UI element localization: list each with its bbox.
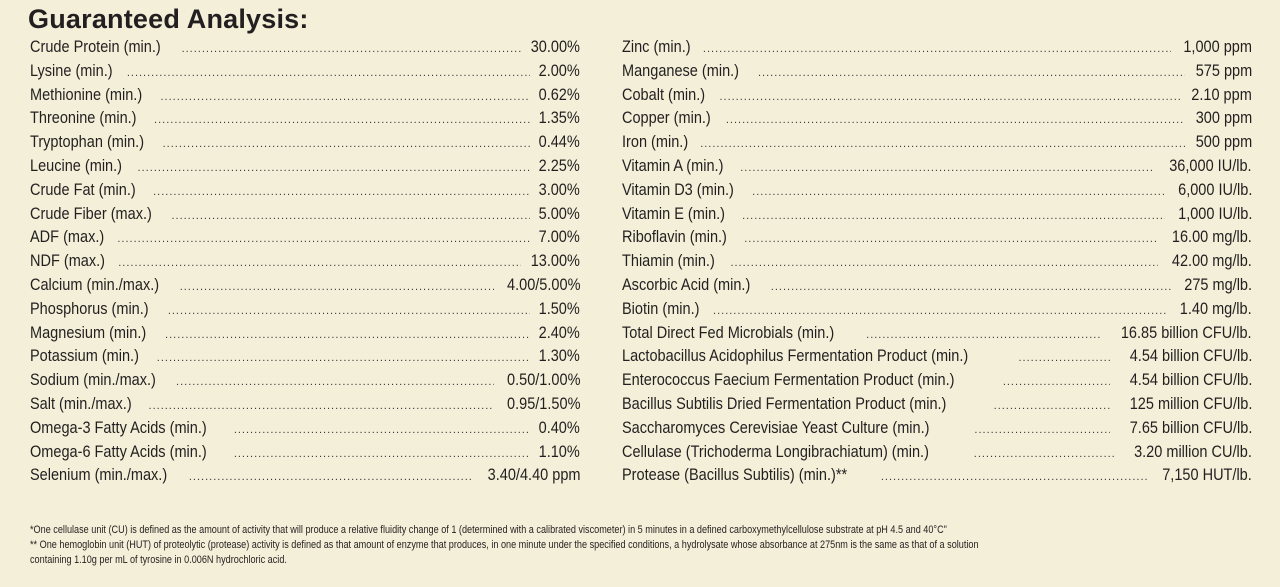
analysis-row (622, 274, 1252, 298)
dot-leader (180, 276, 494, 300)
analysis-row (30, 417, 580, 441)
nutrient-name: Protease (Bacillus Subtilis) (min.)** (622, 466, 848, 485)
dot-leader (153, 181, 530, 205)
nutrient-value: 7.65 billion CFU/lb. (1129, 418, 1252, 437)
nutrient-value: 1.30% (538, 347, 580, 366)
dot-leader (703, 38, 1171, 62)
analysis-row (30, 464, 580, 488)
analysis-row (30, 203, 580, 227)
dot-leader (740, 157, 1155, 181)
analysis-row (30, 345, 580, 369)
nutrient-value: 300 ppm (1195, 109, 1252, 128)
nutrient-name: Threonine (min.) (30, 109, 137, 128)
analysis-row (622, 131, 1252, 155)
nutrient-value: 1,000 IU/lb. (1177, 204, 1252, 223)
analysis-row (30, 179, 580, 203)
dot-leader (974, 419, 1109, 443)
nutrient-value: 4.00/5.00% (506, 275, 580, 294)
analysis-row (30, 393, 580, 417)
nutrient-value: 4.54 billion CFU/lb. (1129, 347, 1252, 366)
dot-leader (182, 38, 521, 62)
nutrient-value: 2.25% (538, 156, 580, 175)
nutrient-value: 5.00% (538, 204, 580, 223)
dot-leader (138, 157, 531, 181)
dot-leader (165, 324, 530, 348)
nutrient-value: 7.00% (538, 228, 580, 247)
nutrient-name: Bacillus Subtilis Dried Fermentation Product (min.) (622, 394, 947, 413)
analysis-right-column (622, 36, 1252, 488)
dot-leader (163, 133, 531, 157)
analysis-row (622, 226, 1252, 250)
nutrient-name: Crude Protein (min.) (30, 38, 161, 56)
nutrient-value: 6,000 IU/lb. (1177, 180, 1252, 199)
nutrient-name: Leucine (min.) (30, 156, 123, 175)
nutrient-value: 0.50/1.00% (506, 371, 580, 390)
dot-leader (881, 466, 1147, 490)
analysis-row (30, 36, 580, 60)
nutrient-value: 575 ppm (1195, 61, 1252, 80)
nutrient-name: Thiamin (min.) (622, 252, 715, 271)
dot-leader (730, 252, 1158, 276)
nutrient-value: 2.00% (538, 61, 580, 80)
analysis-row (30, 274, 580, 298)
analysis-row (622, 179, 1252, 203)
analysis-row (622, 84, 1252, 108)
nutrient-name: Lactobacillus Acidophilus Fermentation Product (min.) (622, 347, 969, 366)
nutrient-name: Methionine (min.) (30, 85, 143, 104)
nutrient-name: Calcium (min./max.) (30, 275, 160, 294)
analysis-row (30, 107, 580, 131)
dot-leader (719, 86, 1180, 110)
dot-leader (171, 205, 530, 229)
analysis-row (30, 441, 580, 465)
nutrient-value: 1.10% (538, 442, 580, 461)
dot-leader (744, 228, 1158, 252)
nutrient-name: Potassium (min.) (30, 347, 139, 366)
nutrient-name: Sodium (min./max.) (30, 371, 156, 390)
nutrient-name: Salt (min./max.) (30, 394, 132, 413)
analysis-row (622, 464, 1252, 488)
nutrient-name: Cobalt (min.) (622, 85, 706, 104)
nutrient-name: Ascorbic Acid (min.) (622, 275, 751, 294)
nutrient-name: Lysine (min.) (30, 61, 113, 80)
nutrient-name: Zinc (min.) (622, 38, 691, 56)
nutrient-value: 3.40/4.40 ppm (487, 466, 580, 485)
nutrient-value: 16.85 billion CFU/lb. (1121, 323, 1252, 342)
analysis-row (622, 203, 1252, 227)
nutrient-name: Phosphorus (min.) (30, 299, 149, 318)
nutrient-name: Crude Fat (min.) (30, 180, 136, 199)
nutrient-value: 275 mg/lb. (1184, 275, 1252, 294)
dot-leader (118, 252, 521, 276)
nutrient-name: Enterococcus Faecium Fermentation Product (min.) (622, 371, 955, 390)
nutrient-value: 1,000 ppm (1183, 38, 1252, 56)
analysis-row (622, 417, 1252, 441)
nutrient-name: Omega-3 Fatty Acids (min.) (30, 418, 207, 437)
analysis-row (622, 155, 1252, 179)
dot-leader (974, 443, 1115, 467)
nutrient-value: 125 million CFU/lb. (1129, 394, 1252, 413)
nutrient-name: Crude Fiber (max.) (30, 204, 152, 223)
nutrient-value: 42.00 mg/lb. (1172, 252, 1252, 271)
nutrient-name: Total Direct Fed Microbials (min.) (622, 323, 835, 342)
dot-leader (234, 443, 530, 467)
footnotes (30, 523, 1260, 568)
dot-leader (176, 371, 493, 395)
nutrient-value: 2.10 ppm (1191, 85, 1252, 104)
nutrient-value: 500 ppm (1195, 133, 1252, 152)
nutrient-value: 1.40 mg/lb. (1180, 299, 1252, 318)
nutrient-value: 16.00 mg/lb. (1172, 228, 1252, 247)
nutrient-value: 30.00% (530, 38, 580, 56)
dot-leader (168, 300, 530, 324)
dot-leader (771, 276, 1172, 300)
analysis-row (622, 250, 1252, 274)
nutrient-value: 13.00% (530, 252, 580, 271)
nutrient-value: 4.54 billion CFU/lb. (1129, 371, 1252, 390)
nutrient-name: Riboflavin (min.) (622, 228, 727, 247)
analysis-left-column (30, 36, 580, 488)
dot-leader (160, 86, 530, 110)
nutrient-value: 3.00% (538, 180, 580, 199)
analysis-row (622, 345, 1252, 369)
nutrient-name: Copper (min.) (622, 109, 711, 128)
nutrient-name: Vitamin A (min.) (622, 156, 724, 175)
nutrient-name: Tryptophan (min.) (30, 133, 145, 152)
nutrient-name: Selenium (min./max.) (30, 466, 168, 485)
analysis-row (622, 36, 1252, 60)
nutrient-value: 1.50% (538, 299, 580, 318)
nutrient-value: 0.40% (538, 418, 580, 437)
dot-leader (752, 181, 1164, 205)
analysis-row (30, 131, 580, 155)
dot-leader (189, 466, 472, 490)
nutrient-name: Magnesium (min.) (30, 323, 147, 342)
dot-leader (157, 347, 530, 371)
analysis-row (622, 441, 1252, 465)
footnote-protease: ** One hemoglobin unit (HUT) of proteolytic (protease) activity is defined as that amount of enzyme that produces, in one minute under the specified conditions, a hydrolysate whose absorbance at 275nm is the same as that of a solution (30, 539, 979, 551)
analysis-row (622, 369, 1252, 393)
nutrient-value: 7,150 HUT/lb. (1162, 466, 1252, 485)
nutrient-name: NDF (max.) (30, 252, 106, 271)
dot-leader (994, 395, 1110, 419)
nutrient-name: Manganese (min.) (622, 61, 740, 80)
dot-leader (127, 62, 530, 86)
dot-leader (758, 62, 1185, 86)
analysis-row (30, 226, 580, 250)
analysis-row (30, 250, 580, 274)
page-title: Guaranteed Analysis: (28, 4, 309, 34)
analysis-row (30, 60, 580, 84)
nutrient-value: 36,000 IU/lb. (1169, 156, 1252, 175)
nutrient-value: 0.95/1.50% (506, 394, 580, 413)
nutrient-name: Cellulase (Trichoderma Longibrachiatum) (min.) (622, 442, 929, 461)
dot-leader (149, 395, 494, 419)
nutrient-name: Biotin (min.) (622, 299, 700, 318)
dot-leader (117, 228, 530, 252)
dot-leader (713, 300, 1167, 324)
footnote-protease-cont: containing 1.10g per mL of tyrosine in 0.006N hydrochloric acid. (30, 554, 287, 566)
analysis-row (622, 322, 1252, 346)
nutrient-value: 1.35% (538, 109, 580, 128)
analysis-row (30, 155, 580, 179)
nutrient-name: Vitamin D3 (min.) (622, 180, 734, 199)
dot-leader (742, 205, 1165, 229)
nutrient-name: Iron (min.) (622, 133, 689, 152)
nutrient-value: 3.20 million CU/lb. (1134, 442, 1252, 461)
dot-leader (154, 109, 530, 133)
analysis-row (622, 60, 1252, 84)
nutrient-value: 0.62% (538, 85, 580, 104)
analysis-row (622, 298, 1252, 322)
analysis-row (30, 298, 580, 322)
nutrient-name: Omega-6 Fatty Acids (min.) (30, 442, 207, 461)
nutrient-name: Saccharomyces Cerevisiae Yeast Culture (min.) (622, 418, 930, 437)
nutrient-value: 2.40% (538, 323, 580, 342)
dot-leader (1018, 347, 1109, 371)
analysis-row (30, 322, 580, 346)
analysis-row (30, 369, 580, 393)
nutrient-name: Vitamin E (min.) (622, 204, 726, 223)
analysis-row (622, 393, 1252, 417)
nutrient-value: 0.44% (538, 133, 580, 152)
dot-leader (726, 109, 1185, 133)
dot-leader (700, 133, 1185, 157)
dot-leader (866, 324, 1100, 348)
footnote-cellulase: *One cellulase unit (CU) is defined as the amount of activity that will produce a relative fluidity change of 1 (determined with a calibrated viscometer) in 5 minutes in a defined carboxymethylcellulose substrate at pH 4.5 and 40°C" (30, 524, 947, 536)
analysis-row (622, 107, 1252, 131)
dot-leader (234, 419, 530, 443)
dot-leader (1003, 371, 1110, 395)
nutrient-name: ADF (max.) (30, 228, 105, 247)
analysis-row (30, 84, 580, 108)
